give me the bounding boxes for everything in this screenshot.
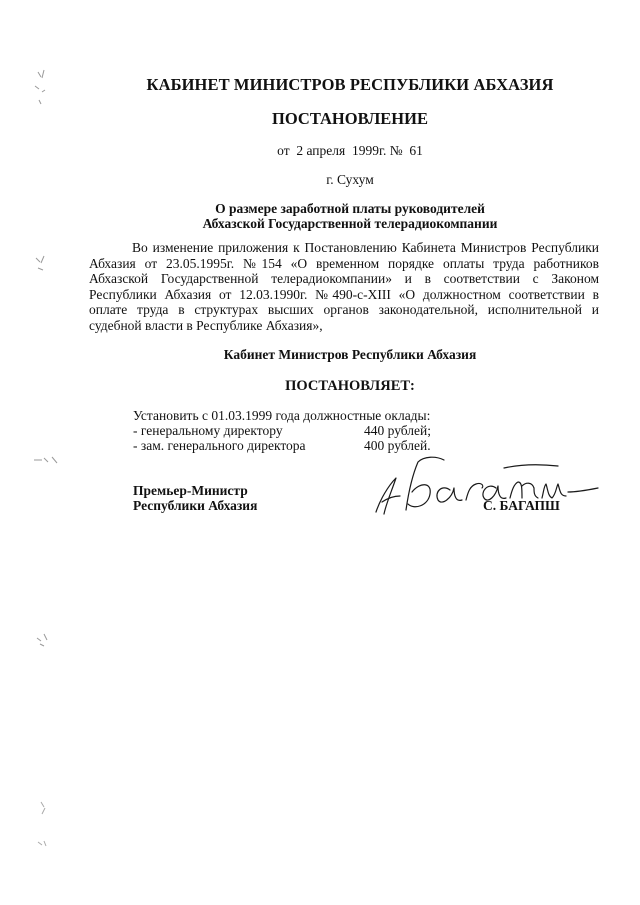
document-type: ПОСТАНОВЛЕНИЕ xyxy=(272,109,428,128)
body-paragraph-text: Во изменение приложения к Постановлению Кабинета Министров Республики Абхазия от 23.05.1995г. №154 «О временном порядке оплаты труда работников Абхазской Государственной телерадиокомпании» и в соответствии с Законом Республики Абхазия от 12.03.1990г. №490-с-XIII «О должностном соответствии в оплате труда в структурах высших органов законодательной, исполнительной и судебной власти в Республике Абхазия», xyxy=(89,240,599,333)
salary-amount: 400 рублей. xyxy=(364,438,431,453)
signer-name: С. БАГАПШ xyxy=(483,498,560,513)
signer-title-line-2: Республики Абхазия xyxy=(133,498,258,513)
signer-title-line-1: Премьер-Министр xyxy=(133,483,248,498)
subject-line-1: О размере заработной платы руководителей xyxy=(215,201,485,216)
scan-mark xyxy=(32,452,62,468)
city: г. Сухум xyxy=(326,172,374,187)
cabinet-heading: Кабинет Министров Республики Абхазия xyxy=(223,347,477,362)
body-paragraph xyxy=(89,240,599,334)
signer-title xyxy=(133,483,257,513)
scan-mark xyxy=(35,798,53,820)
document-subject xyxy=(0,201,640,231)
salary-position: - генеральному директору xyxy=(133,423,283,438)
scan-mark xyxy=(32,628,54,650)
scan-mark xyxy=(34,836,52,852)
subject-line-2: Абхазской Государственной телерадиокомпании xyxy=(202,216,498,231)
salary-position: - зам. генерального директора xyxy=(133,438,306,453)
establish-line: Установить с 01.03.1999 года должностные оклады: xyxy=(133,408,431,423)
salary-amount: 440 рублей; xyxy=(364,423,432,438)
scan-mark xyxy=(30,252,52,276)
document-header-title: КАБИНЕТ МИНИСТРОВ РЕСПУБЛИКИ АБХАЗИЯ xyxy=(146,75,554,94)
date-and-number: от 2 апреля 1999г. № 61 xyxy=(277,143,423,158)
decides-heading: ПОСТАНОВЛЯЕТ: xyxy=(285,378,415,394)
